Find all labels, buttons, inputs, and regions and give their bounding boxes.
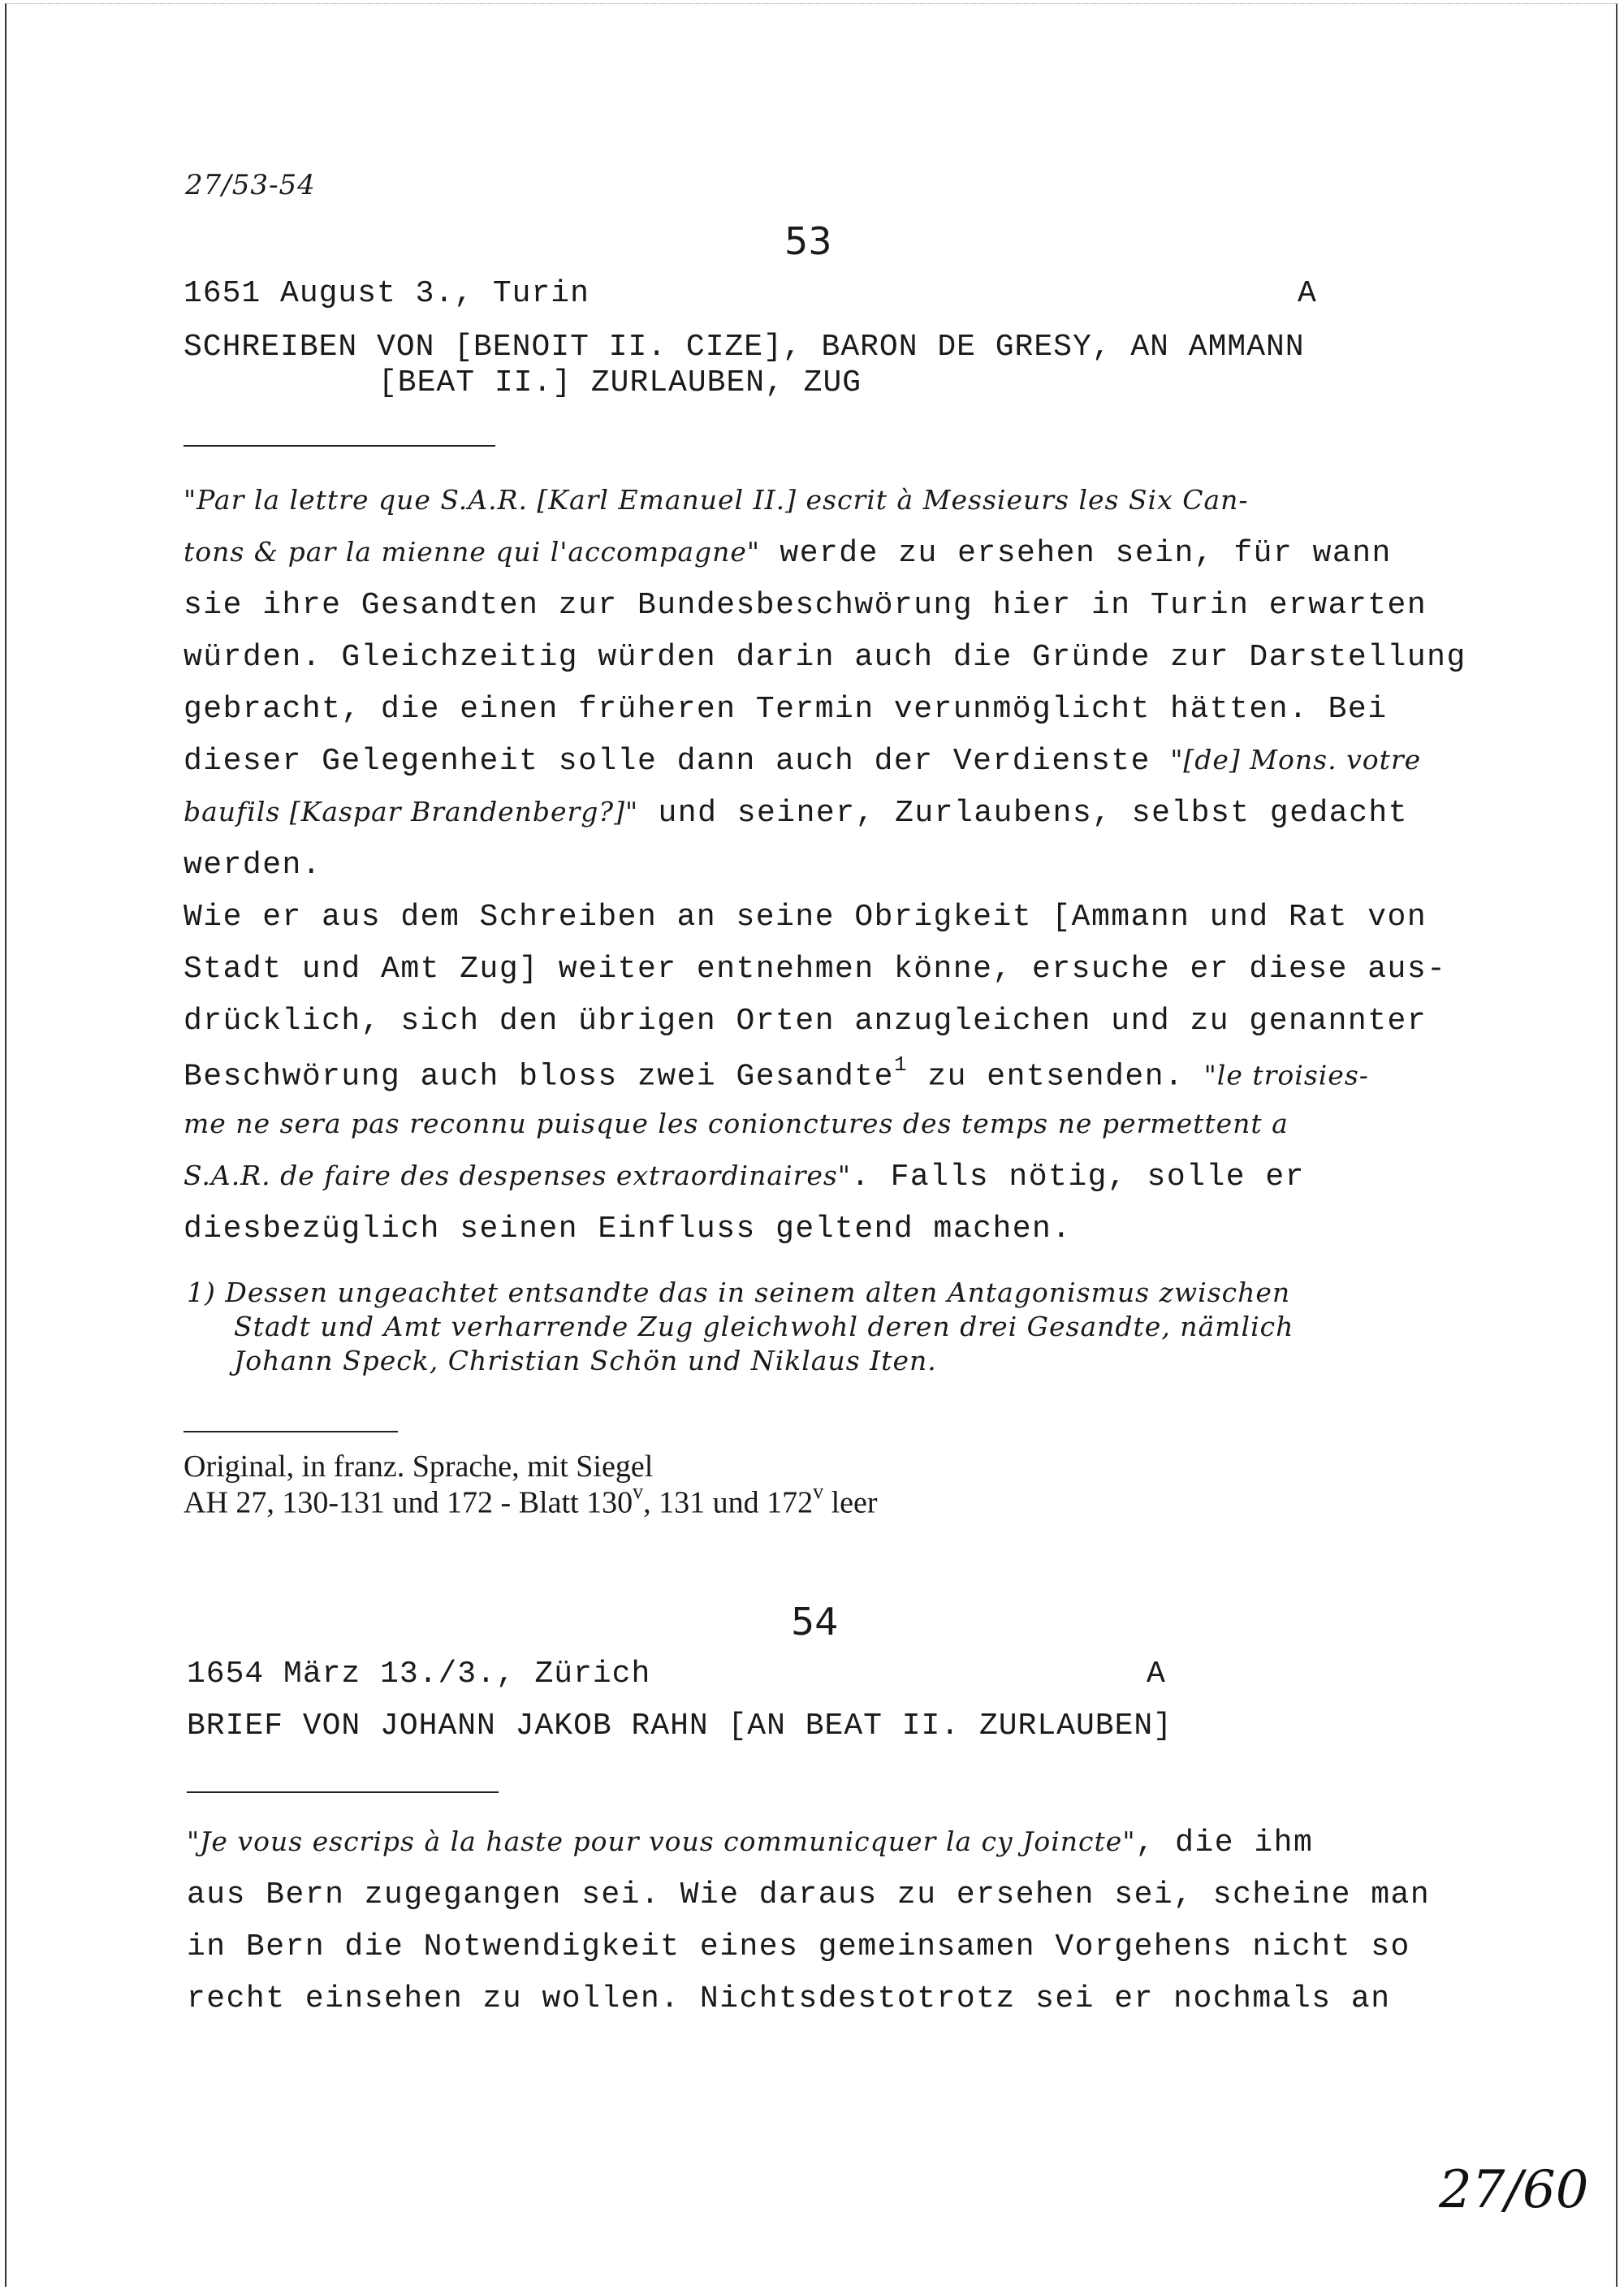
doc53-body-line: diesbezüglich seinen Einfluss geltend machen. (184, 1212, 1072, 1247)
doc53-body-line: me ne sera pas reconnu puisque les conionctures des temps ne permettent a (184, 1108, 1289, 1139)
doc54-body-line: recht einsehen zu wollen. Nichtsdestotrotz sei er nochmals an (187, 1981, 1391, 2016)
doc53-footnote-line3: Johann Speck, Christian Schön und Niklaus Iten. (234, 1345, 937, 1376)
doc54-body-line: aus Bern zugegangen sei. Wie daraus zu ersehen sei, scheine man (187, 1877, 1431, 1912)
doc53-source-line2: AH 27, 130-131 und 172 - Blatt 130$^v$, 131 und 172$^v$ leer (184, 1480, 878, 1520)
doc53-title-line2: [BEAT II.] ZURLAUBEN, ZUG (378, 365, 862, 400)
doc53-body-line: gebracht, die einen früheren Termin verunmöglicht hätten. Bei (184, 692, 1388, 727)
doc53-body-line: Stadt und Amt Zug] weiter entnehmen könne, ersuche er diese aus- (184, 952, 1447, 987)
doc53-body-line: würden. Gleichzeitig würden darin auch die Gründe zur Darstellung (184, 640, 1466, 675)
doc54-letter: A (1147, 1657, 1166, 1692)
doc54-date-place: 1654 März 13./3., Zürich (187, 1657, 651, 1692)
doc54-header-rule (187, 1791, 499, 1793)
doc53-header-rule (184, 445, 495, 447)
doc53-letter: A (1298, 276, 1317, 311)
doc54-body-line: in Bern die Notwendigkeit eines gemeinsamen Vorgehens nicht so (187, 1929, 1410, 1964)
doc53-footnote-line2: Stadt und Amt verharrende Zug gleichwohl deren drei Gesandte, nämlich (234, 1311, 1294, 1342)
doc53-body-line: sie ihre Gesandten zur Bundesbeschwörung hier in Turin erwarten (184, 588, 1427, 623)
footnote-marker: 1 (893, 1052, 909, 1077)
doc53-number: 53 (784, 219, 832, 263)
doc53-source-rule (184, 1431, 398, 1432)
doc53-date-place: 1651 August 3., Turin (184, 276, 590, 311)
archive-reference: 27/53-54 (185, 169, 316, 201)
doc54-title-line1: BRIEF VON JOHANN JAKOB RAHN [AN BEAT II. ZURLAUBEN] (187, 1709, 1173, 1743)
doc53-title-line1: SCHREIBEN VON [BENOIT II. CIZE], BARON DE GRESY, AN AMMANN (184, 330, 1305, 365)
doc53-body-line: werden. (184, 848, 322, 883)
handwritten-folio-number: 27/60 (1439, 2160, 1589, 2220)
doc53-body-line: "Par la lettre que S.A.R. [Karl Emanuel II.] escrit à Messieurs les Six Can- (184, 484, 1249, 516)
doc54-number: 54 (791, 1600, 839, 1644)
doc53-body-line: S.A.R. de faire des despenses extraordinaires". Falls nötig, solle er (184, 1160, 1305, 1195)
doc53-body-line: tons & par la mienne qui l'accompagne" werde zu ersehen sein, für wann (184, 536, 1392, 571)
doc53-body-line: drücklich, sich den übrigen Orten anzugleichen und zu genannter (184, 1004, 1427, 1039)
doc54-body-line: "Je vous escrips à la haste pour vous communicquer la cy Joincte", die ihm (187, 1826, 1314, 1860)
doc53-source-line1: Original, in franz. Sprache, mit Siegel (184, 1450, 654, 1484)
doc53-body-line: dieser Gelegenheit solle dann auch der Verdienste "[de] Mons. votre (184, 744, 1422, 779)
doc53-body-line: Beschwörung auch bloss zwei Gesandte$^1$ zu entsenden. "le troisies- (184, 1052, 1369, 1095)
doc53-body-line: Wie er aus dem Schreiben an seine Obrigkeit [Ammann und Rat von (184, 900, 1427, 935)
doc53-body-line: baufils [Kaspar Brandenberg?]" und seiner, Zurlaubens, selbst gedacht (184, 796, 1409, 831)
doc53-footnote-line1: 1) Dessen ungeachtet entsandte das in seinem alten Antagonismus zwischen (187, 1277, 1291, 1308)
